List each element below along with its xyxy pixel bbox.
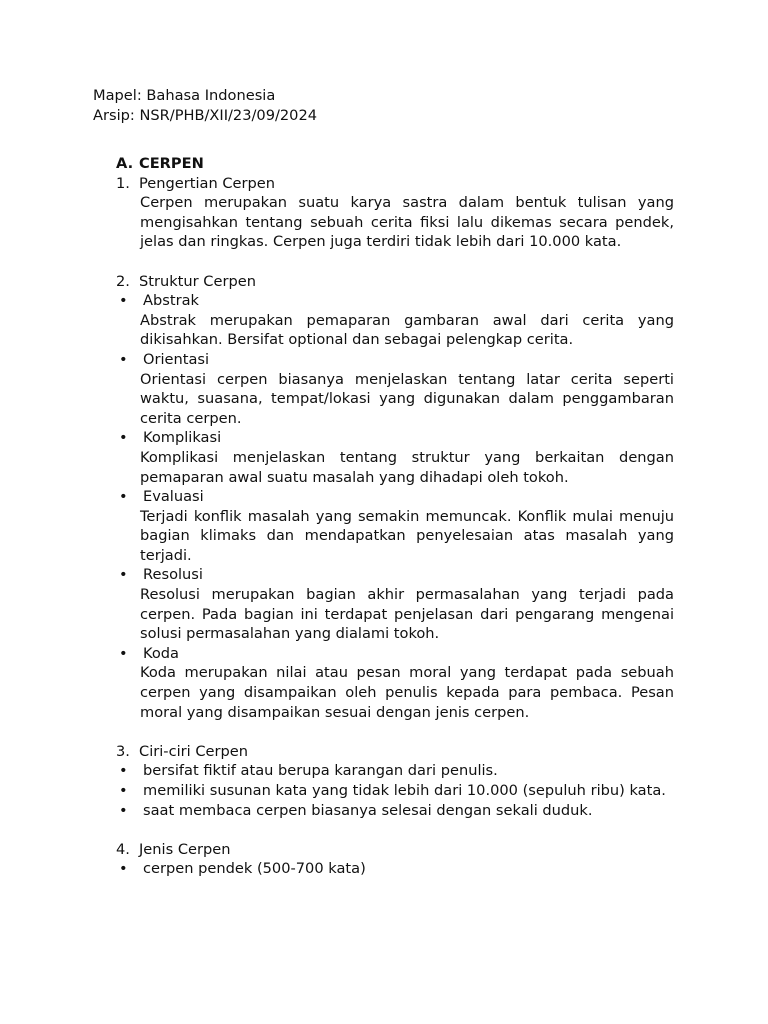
document-content: [116, 154, 674, 879]
bullet-title: Evaluasi: [143, 488, 204, 506]
section-letter: A.: [116, 155, 134, 172]
document-header: [93, 86, 317, 125]
bullet-icon: •: [119, 801, 128, 819]
bullet-icon: •: [119, 488, 128, 506]
item-number: 2.: [116, 272, 130, 290]
structure-bullet: [116, 487, 674, 507]
list-item: [116, 801, 674, 821]
structure-bullet: [116, 428, 674, 448]
bullet-icon: •: [119, 429, 128, 447]
structure-bullet: [116, 644, 674, 664]
bullet-title: Koda: [143, 644, 179, 662]
list-item: [116, 859, 674, 879]
item-heading-definition: [116, 174, 674, 194]
list-item-text: bersifat fiktif atau berupa karangan dari penulis.: [143, 762, 498, 780]
list-item: [116, 761, 674, 781]
bullet-icon: •: [119, 292, 128, 310]
structure-bullet: [116, 291, 674, 311]
list-item-text: cerpen pendek (500-700 kata): [143, 860, 366, 878]
bullet-icon: •: [119, 566, 128, 584]
item-title: Jenis Cerpen: [139, 840, 231, 858]
item-title: Ciri-ciri Cerpen: [139, 742, 248, 760]
structure-bullet: [116, 350, 674, 370]
section-heading: [116, 154, 674, 174]
item-number: 3.: [116, 742, 130, 760]
list-item-text: memiliki susunan kata yang tidak lebih dari 10.000 (sepuluh ribu) kata.: [143, 782, 666, 799]
subject-line: Mapel: Bahasa Indonesia: [93, 87, 276, 104]
section-title: CERPEN: [139, 155, 204, 172]
bullet-icon: •: [119, 350, 128, 368]
bullet-icon: •: [119, 762, 128, 780]
item-number: 4.: [116, 840, 130, 858]
structure-paragraph: Koda merupakan nilai atau pesan moral yang terdapat pada sebuah cerpen yang disampaikan oleh penulis kepada para pembaca. Pesan moral yang disampaikan sesuai dengan jenis cerpen.: [140, 664, 674, 721]
structure-paragraph: Orientasi cerpen biasanya menjelaskan tentang latar cerita seperti waktu, suasana, tempat/lokasi yang digunakan dalam penggambaran cerita cerpen.: [140, 370, 674, 427]
bullet-icon: •: [119, 782, 128, 799]
definition-paragraph: Cerpen merupakan suatu karya sastra dalam bentuk tulisan yang mengisahkan tentang sebuah cerita fiksi lalu dikemas secara pendek, jelas dan ringkas. Cerpen juga terdiri tidak lebih dari 10.000 kata.: [140, 194, 674, 251]
bullet-title: Resolusi: [143, 566, 203, 584]
bullet-icon: •: [119, 644, 128, 662]
item-heading-types: [116, 840, 674, 860]
archive-line: Arsip: NSR/PHB/XII/23/09/2024: [93, 106, 318, 124]
structure-paragraph: Terjadi konflik masalah yang semakin memuncak. Konflik mulai menuju bagian klimaks dan mendapatkan penyelesaian atas masalah yang terjadi.: [140, 507, 674, 564]
structure-bullet: [116, 565, 674, 585]
structure-paragraph: Resolusi merupakan bagian akhir permasalahan yang terjadi pada cerpen. Pada bagian ini terdapat penjelasan dari pengarang mengenai solusi permasalahan yang dialami tokoh.: [140, 586, 674, 643]
bullet-icon: •: [119, 860, 128, 878]
item-title: Pengertian Cerpen: [139, 174, 276, 192]
item-number: 1.: [116, 174, 130, 192]
list-item: [116, 781, 674, 801]
bullet-title: Orientasi: [143, 350, 210, 368]
structure-paragraph: Abstrak merupakan pemaparan gambaran awal dari cerita yang dikisahkan. Bersifat optional dan sebagai pelengkap cerita.: [140, 311, 674, 349]
list-item-text: saat membaca cerpen biasanya selesai dengan sekali duduk.: [143, 801, 593, 819]
item-title: Struktur Cerpen: [139, 272, 256, 290]
bullet-title: Abstrak: [143, 292, 199, 310]
structure-paragraph: Komplikasi menjelaskan tentang struktur yang berkaitan dengan pemaparan awal suatu masalah yang dihadapi oleh tokoh.: [140, 448, 674, 486]
item-heading-characteristics: [116, 742, 674, 762]
bullet-title: Komplikasi: [143, 429, 222, 447]
item-heading-structure: [116, 272, 674, 292]
